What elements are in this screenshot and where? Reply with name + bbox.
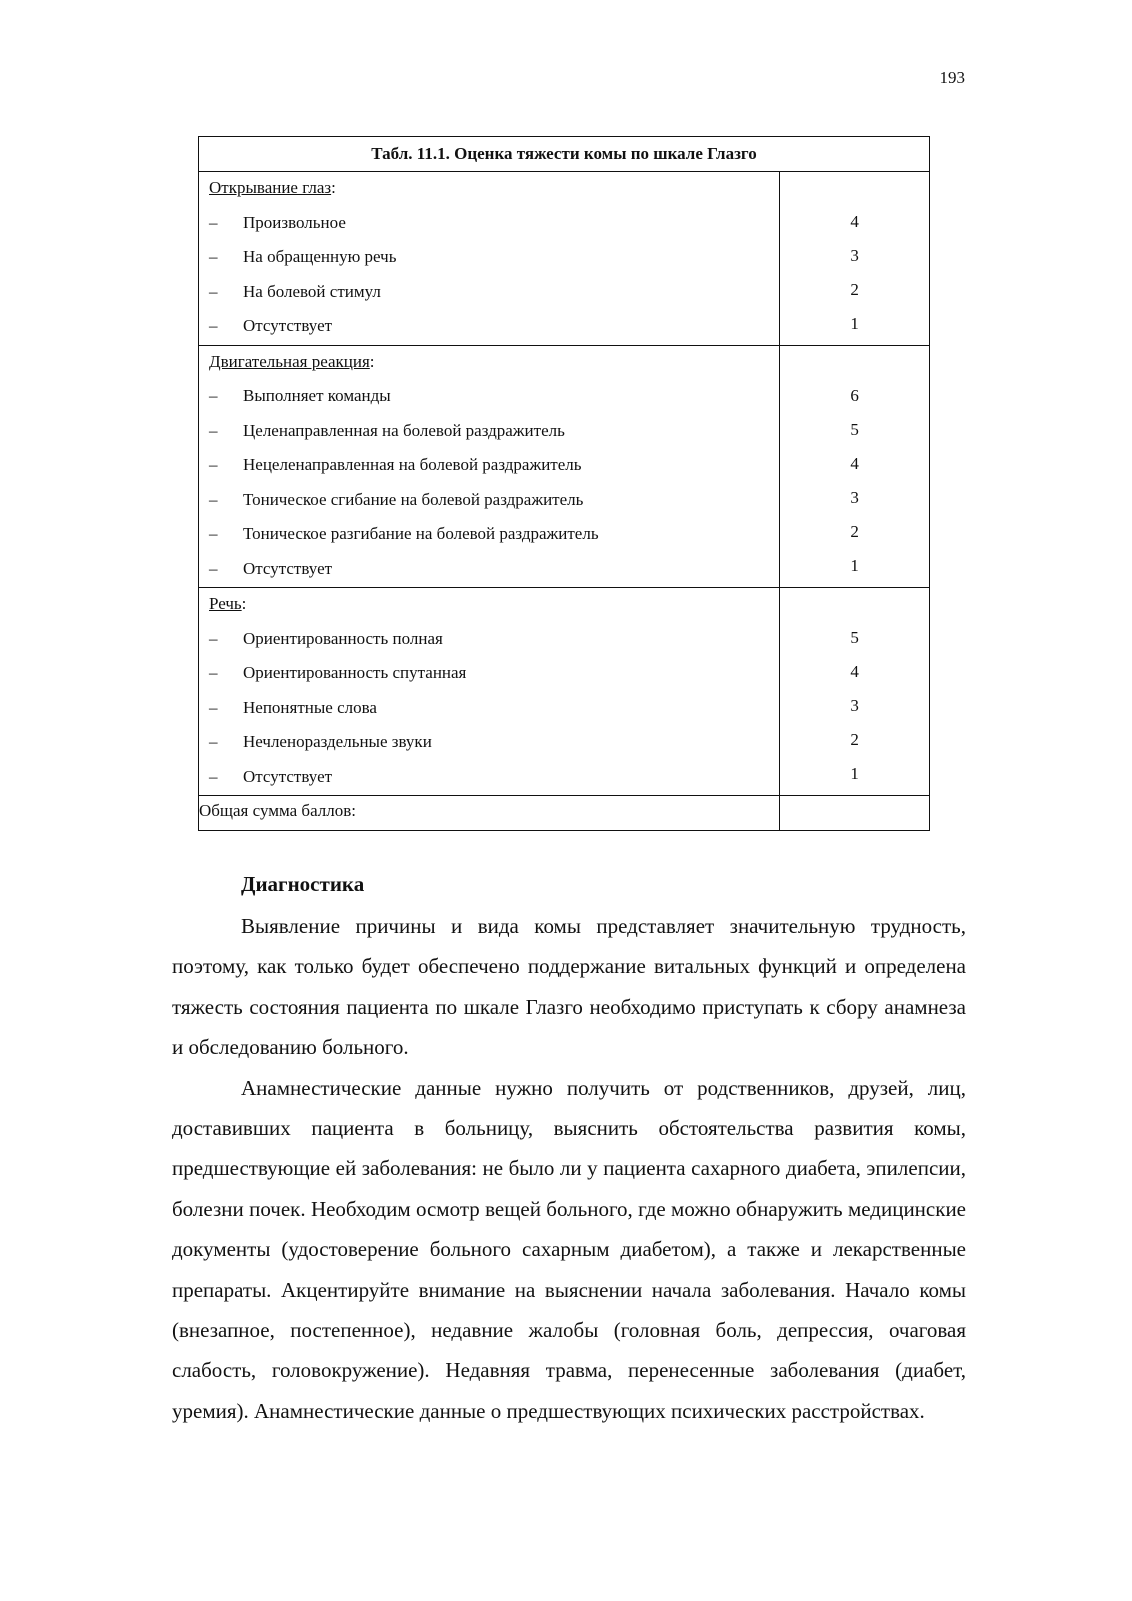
item-label: Непонятные слова — [243, 697, 377, 717]
dash-marker: – — [209, 732, 218, 751]
score-value: 6 — [850, 385, 859, 405]
section-title-text: Открывание глаз — [209, 178, 332, 197]
section-scores — [780, 345, 930, 588]
score-value: 1 — [850, 555, 859, 575]
list-item — [199, 623, 779, 658]
list-item — [199, 380, 779, 415]
dash-marker: – — [209, 766, 218, 786]
dash-marker: – — [209, 489, 218, 509]
list-item — [199, 553, 779, 588]
section-title-text: Двигательная реакция — [209, 351, 370, 371]
item-label: Нецеленаправленная на болевой раздражитель — [243, 455, 582, 474]
section-labels — [199, 345, 780, 588]
score-value: 2 — [850, 521, 859, 541]
dash-marker: – — [209, 281, 218, 301]
section-title: Двигательная реакция: — [209, 351, 375, 371]
paragraph: Выявление причины и вида комы представляет значительную трудность, поэтому, как только будет обеспечено поддержание витальных функций и определена тяжесть состояния пациента по шкале Глазго необходимо приступать к сбору анамнеза и обследованию больного. — [172, 914, 966, 1060]
paragraph: Анамнестические данные нужно получить от родственников, друзей, лиц, доставивших пациента в больницу, выяснить обстоятельства развития комы, предшествующие ей заболевания: не было ли у пациента сахарного диабета, эпилепсии, болезни почек. Необходим осмотр вещей больного, где можно обнаружить медицинские документы (удостоверение больного сахарным диабетом), а также и лекарственные препараты. Акцентируйте внимание на выяснении начала заболевания. Начало комы (внезапное, постепенное), недавние жалобы (головная боль, депрессия, очаговая слабость, головокружение). Недавняя травма, перенесенные заболевания (диабет, уремия). Анамнестические данные о предшествующих психических расстройствах. — [172, 1075, 966, 1423]
table-section-motor-response — [199, 345, 930, 588]
list-item — [199, 415, 779, 450]
body-text — [172, 906, 966, 1431]
score-value: 1 — [850, 764, 859, 783]
dash-marker: – — [209, 697, 218, 717]
list-item — [199, 518, 779, 553]
score-value: 5 — [850, 419, 859, 439]
dash-marker: – — [209, 212, 218, 232]
item-label: Отсутствует — [243, 766, 333, 786]
list-item — [199, 241, 779, 276]
dash-marker: – — [209, 558, 218, 578]
item-label: Тоническое разгибание на болевой раздражитель — [243, 524, 599, 543]
total-value — [780, 796, 930, 831]
table-caption-row — [199, 137, 930, 172]
item-label: Выполняет команды — [243, 386, 391, 405]
score-value: 1 — [850, 314, 859, 333]
score-value: 3 — [850, 246, 859, 265]
table-total-row — [199, 796, 930, 831]
table-section-speech — [199, 588, 930, 796]
score-value: 2 — [850, 730, 859, 749]
item-label: Ориентированность полная — [243, 628, 443, 648]
dash-marker: – — [209, 663, 218, 682]
glasgow-scale-table — [198, 136, 930, 831]
item-label: Произвольное — [243, 212, 346, 232]
item-label: Отсутствует — [243, 316, 333, 335]
score-value: 3 — [850, 696, 859, 715]
item-label: Нечленораздельные звуки — [243, 732, 432, 751]
list-item — [199, 692, 779, 727]
item-label: Целенаправленная на болевой раздражитель — [243, 420, 565, 440]
score-value: 3 — [850, 487, 859, 507]
dash-marker: – — [209, 386, 218, 405]
dash-marker: – — [209, 247, 218, 266]
dash-marker: – — [209, 420, 218, 440]
score-value: 2 — [850, 280, 859, 299]
list-item — [199, 449, 779, 484]
list-item — [199, 484, 779, 519]
list-item — [199, 207, 779, 242]
list-item — [199, 276, 779, 311]
page-number: 193 — [939, 68, 965, 87]
section-title-text: Речь — [209, 594, 242, 613]
score-value: 4 — [850, 453, 859, 473]
item-label: На обращенную речь — [243, 247, 397, 266]
list-item — [199, 761, 779, 796]
section-scores — [780, 172, 930, 346]
score-value: 5 — [850, 628, 859, 647]
list-item — [199, 726, 779, 761]
item-label: На болевой стимул — [243, 281, 381, 301]
item-label: Ориентированность спутанная — [243, 663, 467, 682]
dash-marker: – — [209, 316, 218, 335]
table-section-eye-opening — [199, 172, 930, 346]
section-labels — [199, 588, 780, 796]
list-item — [199, 657, 779, 692]
section-title: Речь: — [209, 594, 247, 613]
table-caption: Табл. 11.1. Оценка тяжести комы по шкале Глазго — [199, 137, 930, 172]
section-scores — [780, 588, 930, 796]
dash-marker: – — [209, 628, 218, 648]
section-title: Открывание глаз: — [209, 178, 336, 197]
dash-marker: – — [209, 455, 218, 474]
item-label: Тоническое сгибание на болевой раздражитель — [243, 489, 584, 509]
score-value: 4 — [850, 662, 859, 681]
section-heading: Диагностика — [241, 872, 365, 896]
list-item — [199, 310, 779, 345]
dash-marker: – — [209, 524, 218, 543]
score-value: 4 — [850, 212, 859, 231]
total-label: Общая сумма баллов: — [199, 796, 780, 831]
section-labels — [199, 172, 780, 346]
item-label: Отсутствует — [243, 558, 333, 578]
